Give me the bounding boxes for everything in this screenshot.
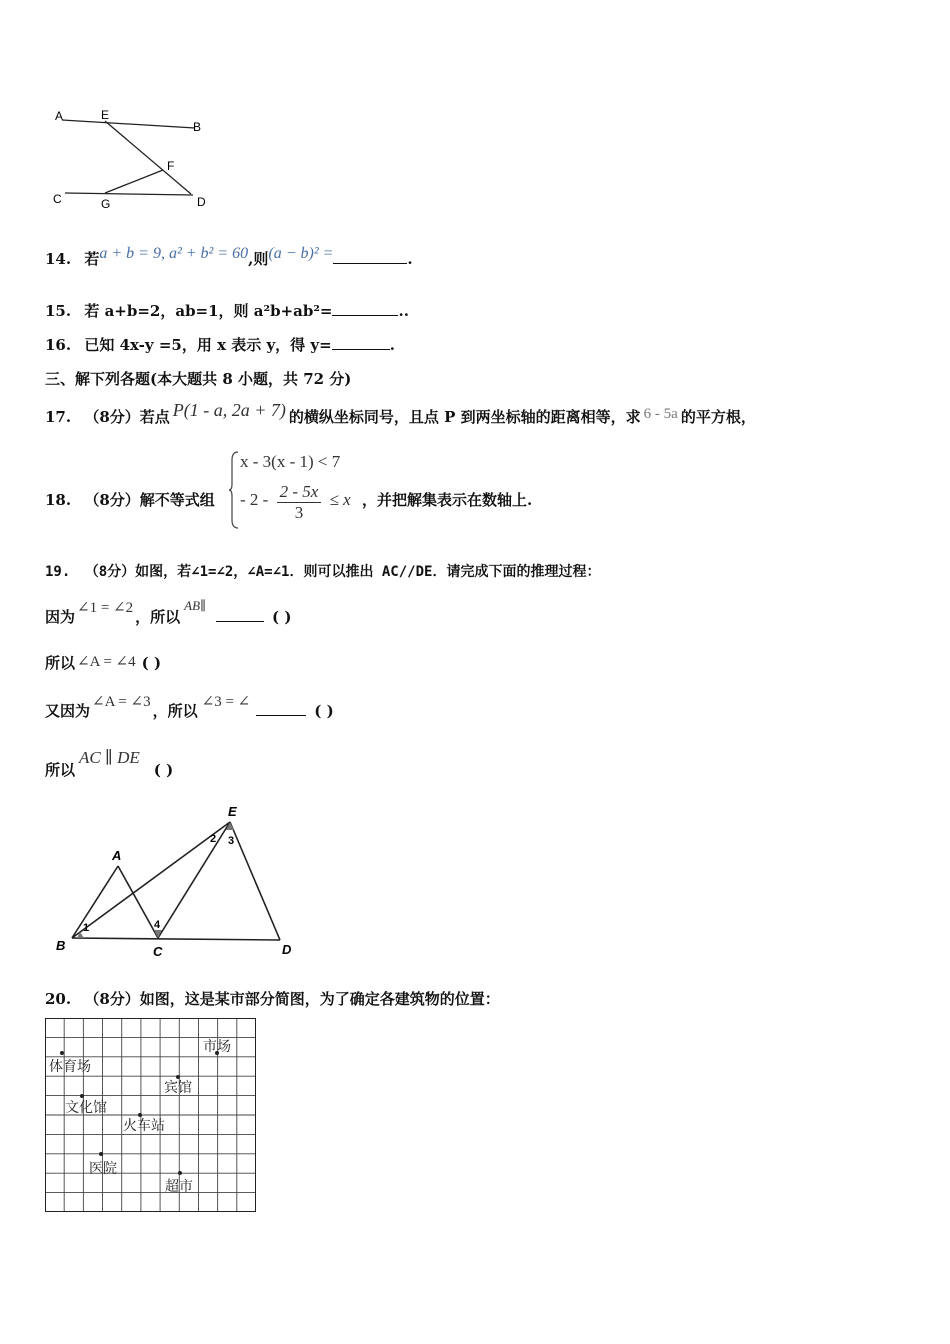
q18-part1: （8分）解不等式组 bbox=[84, 491, 215, 509]
angle-4: 4 bbox=[154, 919, 161, 931]
label-C: C bbox=[53, 192, 62, 206]
label-G: G bbox=[101, 197, 111, 211]
question-15 bbox=[45, 300, 409, 321]
question-17 bbox=[45, 400, 756, 427]
label-D2: D bbox=[282, 942, 292, 957]
question-14 bbox=[45, 245, 413, 269]
q17-part2: 的横纵坐标同号，且点 P 到两坐标轴的距离相等，求 bbox=[288, 408, 641, 426]
question-16 bbox=[45, 334, 395, 355]
city-map-grid bbox=[45, 1018, 257, 1214]
map-point-hospital bbox=[99, 1152, 103, 1156]
q14-prefix: 若 bbox=[84, 250, 100, 268]
label-A2: A bbox=[112, 848, 122, 863]
q19-line2-math: ∠A = ∠4 bbox=[77, 654, 136, 670]
q20-number: 20. bbox=[45, 990, 72, 1008]
label-A: A bbox=[55, 109, 64, 123]
label-F: F bbox=[167, 159, 175, 173]
map-point-stadium bbox=[60, 1051, 64, 1055]
q19-line4-math: AC ∥ DE bbox=[79, 748, 140, 767]
q16-suffix: . bbox=[389, 336, 395, 354]
q17-part3: 的平方根， bbox=[680, 408, 756, 426]
q18-fraction bbox=[277, 482, 322, 523]
q15-text: 若 a+b=2，ab=1，则 a²b+ab²= bbox=[84, 302, 333, 320]
q18-fraction-denominator: 3 bbox=[294, 503, 304, 522]
q19-line1-math: ∠1 = ∠2 bbox=[77, 600, 134, 616]
q14-answer-blank[interactable] bbox=[333, 249, 407, 264]
q19-line2-reason[interactable]: ( ) bbox=[141, 654, 162, 672]
q15-answer-blank[interactable] bbox=[332, 301, 398, 316]
map-label-culture-hall: 文化馆 bbox=[65, 1100, 107, 1116]
q19-text: （8分）如图，若∠1=∠2，∠A=∠1．则可以推出 AC//DE．请完成下面的推理过程： bbox=[84, 564, 601, 580]
map-label-hospital: 医院 bbox=[89, 1161, 117, 1177]
q18-number: 18. bbox=[45, 491, 72, 509]
q19-line3-reason[interactable]: ( ) bbox=[314, 702, 334, 720]
label-B2: B bbox=[56, 938, 66, 953]
q19-line3-math2: ∠3 = ∠ bbox=[201, 694, 251, 710]
q14-math-condition: a + b = 9, a² + b² = 60 bbox=[99, 245, 249, 262]
q19-line3-so: ，所以 bbox=[152, 702, 198, 720]
q14-number: 14. bbox=[45, 250, 72, 268]
map-label-stadium: 体育场 bbox=[49, 1059, 91, 1075]
q14-math-target: (a − b)² = bbox=[268, 245, 334, 262]
q19-line-1 bbox=[45, 598, 292, 627]
section-3-title: 三、解下列各题(本大题共 8 小题，共 72 分) bbox=[45, 370, 352, 388]
map-label-train-station: 火车站 bbox=[123, 1118, 165, 1134]
q19-line-2 bbox=[45, 652, 161, 673]
label-C2: C bbox=[153, 944, 163, 959]
map-point-hotel bbox=[176, 1075, 180, 1079]
map-label-supermarket: 超市 bbox=[165, 1179, 193, 1195]
q18-inequality-2 bbox=[240, 482, 351, 523]
q19-line1-because: 因为 bbox=[45, 608, 76, 626]
map-point-train-station bbox=[138, 1113, 142, 1117]
q19-line-4 bbox=[45, 748, 174, 780]
q19-line3-math: ∠A = ∠3 bbox=[92, 694, 151, 710]
label-E2: E bbox=[228, 804, 237, 819]
question-20 bbox=[45, 988, 500, 1009]
q19-line4-reason[interactable]: ( ) bbox=[153, 761, 174, 779]
map-label-market: 市场 bbox=[203, 1039, 231, 1055]
q15-suffix: .. bbox=[398, 302, 409, 320]
figure-parallel-lines bbox=[45, 100, 220, 215]
q18-brace bbox=[228, 450, 240, 530]
angle-3: 3 bbox=[228, 835, 235, 847]
q19-line1-so: ，所以 bbox=[135, 608, 181, 626]
q19-line1-reason[interactable]: ( ) bbox=[272, 608, 292, 626]
map-label-hotel: 宾馆 bbox=[164, 1080, 192, 1096]
label-D: D bbox=[197, 195, 206, 209]
q18-fraction-numerator: 2 - 5x bbox=[277, 482, 322, 503]
label-B: B bbox=[193, 120, 202, 134]
label-E: E bbox=[101, 108, 110, 122]
q17-math-point: P(1 - a, 2a + 7) bbox=[172, 400, 286, 420]
q18-inequality-1: x - 3(x - 1) < 7 bbox=[240, 452, 341, 471]
angle-2: 2 bbox=[210, 833, 217, 845]
q14-suffix: . bbox=[407, 250, 413, 268]
q18-ineq2-left: - 2 - bbox=[240, 490, 269, 509]
question-18-label bbox=[45, 489, 215, 510]
q15-number: 15. bbox=[45, 302, 72, 320]
q19-line3-blank[interactable] bbox=[256, 701, 306, 716]
q16-text: 已知 4x-y =5，用 x 表示 y，得 y= bbox=[84, 336, 332, 354]
q20-text: （8分）如图，这是某市部分简图，为了确定各建筑物的位置： bbox=[84, 990, 500, 1008]
q17-math-expr: 6 - 5a bbox=[643, 406, 678, 422]
angle-1: 1 bbox=[83, 922, 90, 934]
q19-line3-also: 又因为 bbox=[45, 702, 91, 720]
q14-mid: ,则 bbox=[248, 250, 269, 268]
q19-line2-so: 所以 bbox=[45, 654, 76, 672]
q17-part1: （8分）若点 bbox=[84, 408, 170, 426]
q19-line1-math2: AB∥ bbox=[184, 598, 207, 613]
question-19 bbox=[45, 561, 600, 581]
map-point-supermarket bbox=[178, 1171, 182, 1175]
q18-part2: ，并把解集表示在数轴上. bbox=[362, 491, 533, 509]
q19-number: 19. bbox=[45, 564, 71, 580]
q18-ineq2-right: ≤ x bbox=[329, 490, 351, 509]
q17-number: 17. bbox=[45, 408, 72, 426]
q16-number: 16. bbox=[45, 336, 72, 354]
figure-triangles bbox=[50, 800, 300, 960]
q19-line1-blank[interactable] bbox=[216, 607, 264, 622]
map-point-culture-hall bbox=[80, 1094, 84, 1098]
q19-line4-so: 所以 bbox=[45, 761, 76, 779]
q16-answer-blank[interactable] bbox=[332, 335, 390, 350]
q19-line-3 bbox=[45, 694, 334, 721]
